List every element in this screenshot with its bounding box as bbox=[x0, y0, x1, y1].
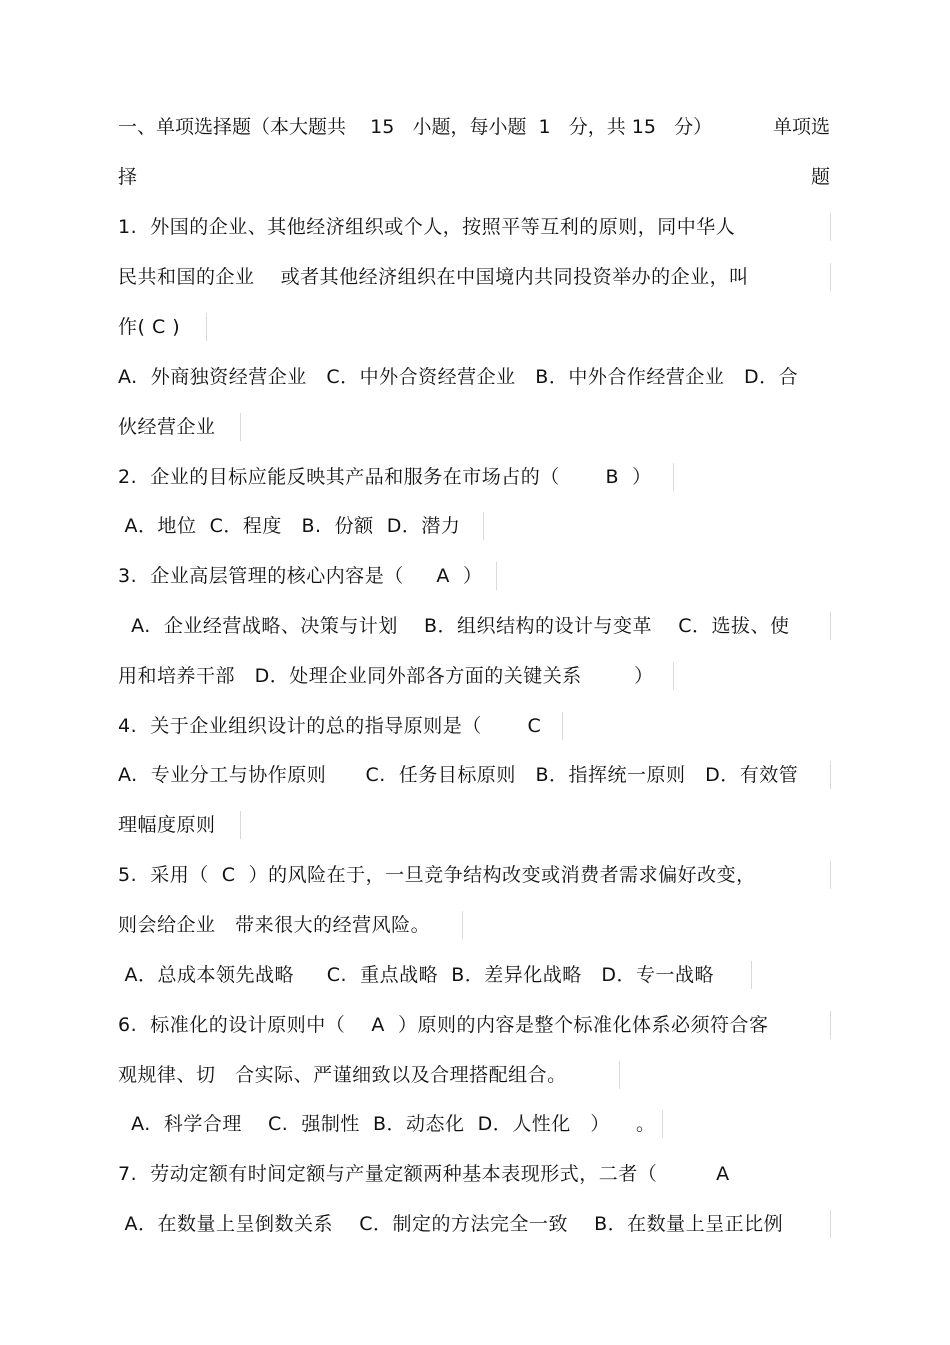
text-box-edge bbox=[830, 612, 831, 640]
question-1-options-line-2: 伙经营企业 bbox=[118, 416, 216, 438]
question-5-line-2: 则会给企业 带来很大的经营风险。 bbox=[118, 914, 431, 936]
text-box-edge bbox=[240, 811, 241, 839]
question-5-options: A．总成本领先战略 C. 重点战略 B．差异化战略 D．专一战略 bbox=[118, 964, 714, 986]
text-box-edge bbox=[830, 1210, 831, 1238]
text-box-edge bbox=[462, 911, 463, 939]
question-4: 4. 关于企业组织设计的总的指导原则是（ C bbox=[118, 715, 542, 737]
question-6-line-2: 观规律、切 合实际、严谨细致以及合理搭配组合。 bbox=[118, 1064, 567, 1086]
text-box-edge bbox=[240, 413, 241, 441]
question-3-options-line-2: 用和培养干部 D．处理企业同外部各方面的关键关系 ） bbox=[118, 665, 654, 687]
text-box-edge bbox=[673, 662, 674, 690]
section-heading-wrap-left: 择 bbox=[118, 166, 138, 188]
question-4-options-line-1: A. 专业分工与协作原则 C. 任务目标原则 B．指挥统一原则 D．有效管 bbox=[118, 764, 799, 786]
text-box-edge bbox=[830, 861, 831, 889]
question-7-options: A．在数量上呈倒数关系 C．制定的方法完全一致 B．在数量上呈正比例 bbox=[118, 1213, 784, 1235]
text-box-edge bbox=[830, 761, 831, 789]
question-2: 2. 企业的目标应能反映其产品和服务在市场占的（ B ） bbox=[118, 466, 652, 488]
question-7: 7. 劳动定额有时间定额与产量定额两种基本表现形式，二者（ A bbox=[118, 1163, 730, 1185]
section-heading-wrap-right: 题 bbox=[810, 166, 830, 188]
text-box-edge bbox=[483, 512, 484, 540]
text-box-edge bbox=[662, 1110, 663, 1138]
question-4-options-line-2: 理幅度原则 bbox=[118, 814, 216, 836]
text-box-edge bbox=[830, 1011, 831, 1039]
question-2-options: A．地位 C．程度 B. 份额 D．潜力 bbox=[118, 515, 461, 537]
question-1-line-3: 作( C ) bbox=[118, 316, 181, 338]
text-box-edge bbox=[673, 463, 674, 491]
text-box-edge bbox=[619, 1061, 620, 1089]
text-box-edge bbox=[206, 313, 207, 341]
text-box-edge bbox=[830, 263, 831, 291]
section-heading: 一、单项选择题（本大题共 15 小题，每小题 1 分，共 15 分） bbox=[118, 116, 713, 138]
question-3-options-line-1: A. 企业经营战略、决策与计划 B．组织结构的设计与变革 C．选拔、使 bbox=[118, 615, 790, 637]
question-1-line-2: 民共和国的企业 或者其他经济组织在中国境内共同投资举办的企业，叫 bbox=[118, 266, 749, 288]
text-box-edge bbox=[830, 213, 831, 241]
text-box-edge bbox=[496, 562, 497, 590]
question-6-line-1: 6. 标准化的设计原则中（ A ）原则的内容是整个标准化体系必须符合客 bbox=[118, 1014, 769, 1036]
question-6-options: A. 科学合理 C. 强制性 B．动态化 D．人性化 ） 。 bbox=[118, 1113, 656, 1135]
question-3: 3. 企业高层管理的核心内容是（ A ） bbox=[118, 565, 483, 587]
question-5-line-1: 5. 采用（ C ）的风险在于，一旦竞争结构改变或消费者需求偏好改变， bbox=[118, 864, 756, 886]
question-1-options-line-1: A. 外商独资经营企业 C．中外合资经营企业 B．中外合作经营企业 D．合 bbox=[118, 366, 799, 388]
section-heading-tail: 单项选 bbox=[772, 116, 830, 138]
text-box-edge bbox=[562, 712, 563, 740]
question-1-line-1: 1. 外国的企业、其他经济组织或个人，按照平等互利的原则，同中华人 bbox=[118, 216, 736, 238]
text-box-edge bbox=[751, 961, 752, 989]
